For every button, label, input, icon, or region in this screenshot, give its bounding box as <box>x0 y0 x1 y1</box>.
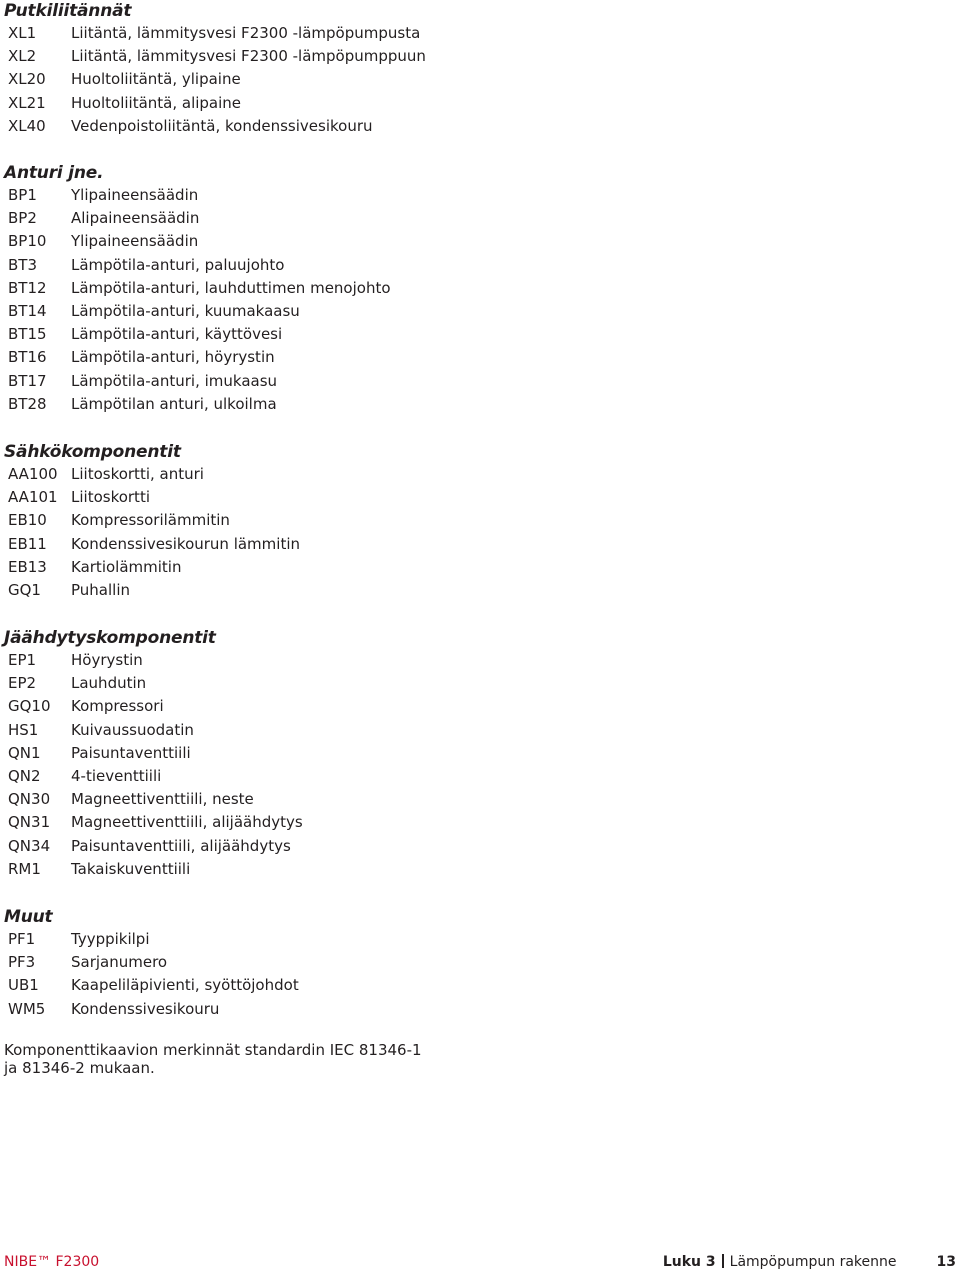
component-code: BP2 <box>8 209 37 228</box>
component-description: Kondenssivesikouru <box>71 999 220 1018</box>
list-item <box>4 486 524 509</box>
component-code: RM1 <box>8 859 41 878</box>
component-description: Puhallin <box>71 581 130 600</box>
component-description: Lämpötila-anturi, kuumakaasu <box>71 302 300 321</box>
component-code: GQ10 <box>8 697 51 716</box>
section-sahkokomponentit <box>4 441 524 602</box>
list-item <box>4 974 524 997</box>
list-item <box>4 951 524 974</box>
section-heading: Sähkökomponentit <box>4 442 181 462</box>
component-code: QN1 <box>8 743 41 762</box>
chapter-title: Lämpöpumpun rakenne <box>729 1254 897 1270</box>
component-description: Liitoskortti, anturi <box>71 465 204 484</box>
component-description: Lämpötila-anturi, käyttövesi <box>71 325 283 344</box>
list-item <box>4 300 524 323</box>
list-item <box>4 579 524 602</box>
product-name: NIBE™ F2300 <box>4 1254 100 1270</box>
component-code: PF3 <box>8 953 36 972</box>
component-code: BT17 <box>8 371 47 390</box>
component-code: AA101 <box>8 488 58 507</box>
footer-right <box>663 1252 956 1272</box>
component-description: Liitäntä, lämmitysvesi F2300 -lämpöpumpusta <box>71 24 421 43</box>
component-code: QN30 <box>8 790 51 809</box>
component-code: HS1 <box>8 720 39 739</box>
component-code: BT16 <box>8 348 47 367</box>
component-code: QN34 <box>8 836 51 855</box>
page-number: 13 <box>936 1254 956 1270</box>
list-item <box>4 463 524 486</box>
list-item <box>4 92 524 115</box>
component-code: BT3 <box>8 255 37 274</box>
footer-separator <box>722 1254 724 1268</box>
list-item <box>4 393 524 416</box>
list-item <box>4 928 524 951</box>
list-item <box>4 509 524 532</box>
list-item <box>4 672 524 695</box>
component-description: Alipaineensäädin <box>71 209 200 228</box>
component-code: XL21 <box>8 93 46 112</box>
component-code: BT28 <box>8 394 47 413</box>
component-description: Huoltoliitäntä, alipaine <box>71 93 242 112</box>
list-item <box>4 346 524 369</box>
component-description: Lämpötila-anturi, imukaasu <box>71 371 278 390</box>
component-code: QN31 <box>8 813 51 832</box>
component-code: AA100 <box>8 465 58 484</box>
component-code: QN2 <box>8 767 41 786</box>
list-item <box>4 765 524 788</box>
list-item <box>4 835 524 858</box>
component-description: Liitäntä, lämmitysvesi F2300 -lämpöpumppuun <box>71 47 426 66</box>
component-code: BT12 <box>8 278 47 297</box>
list-item <box>4 742 524 765</box>
component-description: 4-tieventtiili <box>71 767 162 786</box>
component-code: XL1 <box>8 24 37 43</box>
component-code: XL40 <box>8 116 46 135</box>
component-code: XL20 <box>8 70 46 89</box>
section-putkiliitannat <box>4 0 524 138</box>
chapter-label: Luku 3 <box>662 1254 716 1270</box>
component-description: Ylipaineensäädin <box>71 232 199 251</box>
component-description: Lämpötila-anturi, paluujohto <box>71 255 285 274</box>
component-description: Tyyppikilpi <box>71 930 150 949</box>
component-description: Lämpötila-anturi, lauhduttimen menojohto <box>71 278 391 297</box>
section-anturi <box>4 162 524 416</box>
component-code: GQ1 <box>8 581 41 600</box>
component-description: Lämpötilan anturi, ulkoilma <box>71 394 277 413</box>
list-item <box>4 45 524 68</box>
component-code: BT15 <box>8 325 47 344</box>
component-description: Höyrystin <box>71 651 143 670</box>
section-heading: Anturi jne. <box>4 163 104 183</box>
component-description: Lämpötila-anturi, höyrystin <box>71 348 275 367</box>
component-description: Magneettiventtiili, alijäähdytys <box>71 813 303 832</box>
list-item <box>4 323 524 346</box>
list-item <box>4 695 524 718</box>
component-code: EB11 <box>8 534 47 553</box>
list-item <box>4 277 524 300</box>
section-heading: Jäähdytyskomponentit <box>4 628 216 648</box>
section-jaahdytyskomponentit <box>4 627 524 881</box>
component-description: Magneettiventtiili, neste <box>71 790 254 809</box>
component-description: Kompressori <box>71 697 164 716</box>
list-item <box>4 788 524 811</box>
list-item <box>4 533 524 556</box>
component-description: Kondenssivesikourun lämmitin <box>71 534 301 553</box>
component-description: Paisuntaventtiili <box>71 743 191 762</box>
component-code: EP1 <box>8 651 37 670</box>
list-item <box>4 207 524 230</box>
component-description: Liitoskortti <box>71 488 150 507</box>
section-muut <box>4 906 524 1021</box>
list-item <box>4 370 524 393</box>
component-code: EB13 <box>8 557 47 576</box>
page-footer <box>0 1252 960 1272</box>
component-description: Sarjanumero <box>71 953 168 972</box>
list-item <box>4 998 524 1021</box>
list-item <box>4 22 524 45</box>
component-description: Takaiskuventtiili <box>71 859 191 878</box>
list-item <box>4 230 524 253</box>
component-code: EP2 <box>8 674 37 693</box>
component-description: Vedenpoistoliitäntä, kondenssivesikouru <box>71 116 373 135</box>
component-description: Lauhdutin <box>71 674 147 693</box>
list-item <box>4 719 524 742</box>
list-item <box>4 68 524 91</box>
standard-note: Komponenttikaavion merkinnät standardin IEC 81346-1 ja 81346-2 mukaan. <box>4 1041 422 1077</box>
component-code: PF1 <box>8 930 36 949</box>
component-code: BP10 <box>8 232 47 251</box>
list-item <box>4 254 524 277</box>
component-description: Ylipaineensäädin <box>71 186 199 205</box>
component-description: Kompressorilämmitin <box>71 511 230 530</box>
list-item <box>4 811 524 834</box>
component-code: WM5 <box>8 999 46 1018</box>
list-item <box>4 184 524 207</box>
component-description: Kartiolämmitin <box>71 557 182 576</box>
component-code: BT14 <box>8 302 47 321</box>
component-description: Huoltoliitäntä, ylipaine <box>71 70 241 89</box>
component-code: UB1 <box>8 976 39 995</box>
component-description: Kuivaussuodatin <box>71 720 194 739</box>
component-code: EB10 <box>8 511 47 530</box>
section-heading: Muut <box>4 907 53 927</box>
list-item <box>4 649 524 672</box>
section-heading: Putkiliitännät <box>4 1 132 21</box>
component-code: BP1 <box>8 186 37 205</box>
list-item <box>4 556 524 579</box>
list-item <box>4 115 524 138</box>
list-item <box>4 858 524 881</box>
component-code: XL2 <box>8 47 37 66</box>
component-description: Kaapeliläpivienti, syöttöjohdot <box>71 976 299 995</box>
component-description: Paisuntaventtiili, alijäähdytys <box>71 836 291 855</box>
